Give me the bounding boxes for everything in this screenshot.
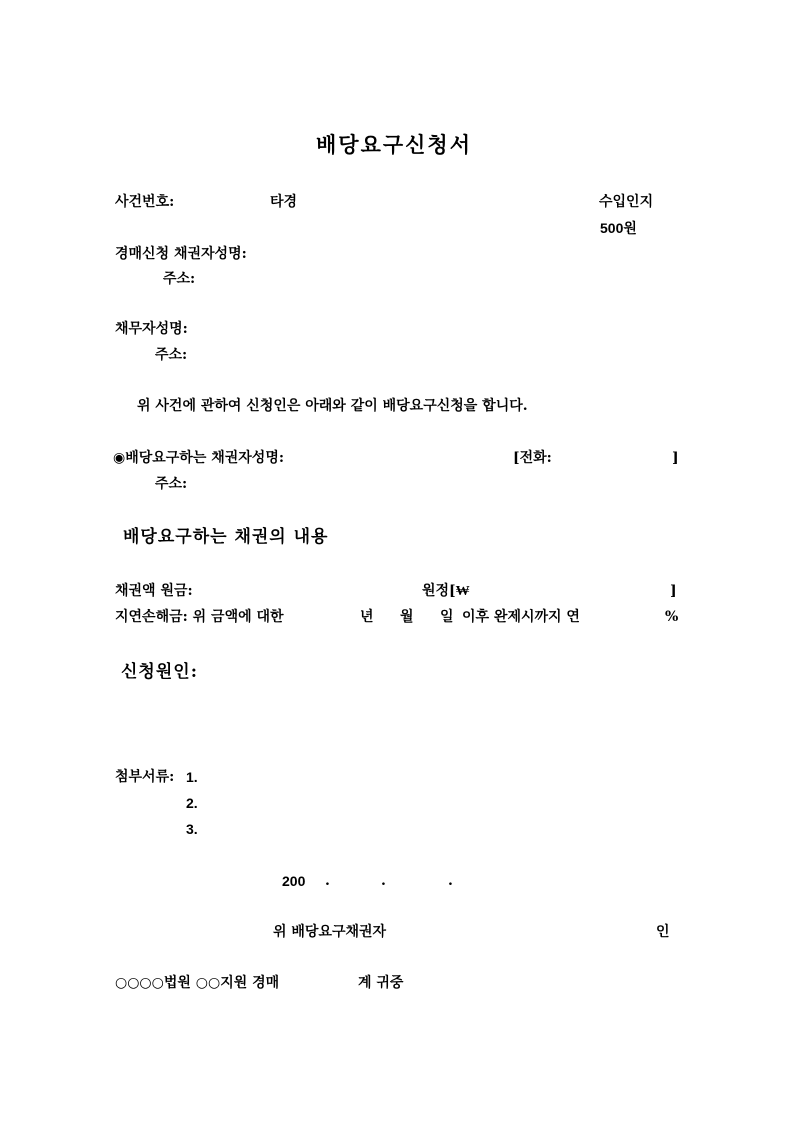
interest-day: 일 <box>440 609 454 625</box>
date-dot: . <box>325 873 330 889</box>
case-number-label: 사건번호: <box>115 194 175 210</box>
document-title: 배당요구신청서 <box>316 132 473 157</box>
date-dot: . <box>448 873 453 889</box>
phone-label: [전화: <box>513 450 552 466</box>
interest-until: 이후 완제시까지 연 <box>462 609 580 625</box>
applicant-address-label: 주소: <box>163 271 196 287</box>
claimant-name-label: ◉배당요구하는 채권자성명: <box>113 450 285 466</box>
interest-month: 월 <box>400 609 414 625</box>
attachment-item: 3. <box>186 821 198 837</box>
interest-year: 년 <box>360 609 374 625</box>
signer-label: 위 배당요구채권자 <box>273 924 387 940</box>
date-year: 200 <box>282 873 306 889</box>
interest-label: 지연손해금: 위 금액에 대한 <box>115 609 284 625</box>
date-dot: . <box>381 873 386 889</box>
interest-percent: % <box>665 609 679 625</box>
debtor-name-label: 채무자성명: <box>115 321 188 337</box>
court-suffix: 계 귀중 <box>358 975 404 991</box>
attachment-item: 2. <box>186 795 198 811</box>
court-name: ○○○○법원 ○○지원 경매 <box>115 975 280 991</box>
applicant-creditor-label: 경매신청 채권자성명: <box>115 246 247 262</box>
claimant-address-label: 주소: <box>155 476 188 492</box>
stamp-label: 수입인지 <box>599 194 654 210</box>
principal-unit: 원정[₩ <box>422 583 470 599</box>
request-statement: 위 사건에 관하여 신청인은 아래와 같이 배당요구신청을 합니다. <box>137 398 528 414</box>
attachments-label: 첨부서류: <box>115 769 175 785</box>
phone-close-bracket: ] <box>672 450 679 466</box>
case-type: 타경 <box>270 194 298 210</box>
attachment-item: 1. <box>186 769 198 785</box>
principal-label: 채권액 원금: <box>115 583 193 599</box>
claim-section-heading: 배당요구하는 채권의 내용 <box>123 527 329 547</box>
debtor-address-label: 주소: <box>155 347 188 363</box>
principal-close-bracket: ] <box>670 583 677 599</box>
stamp-amount: 500원 <box>600 220 637 236</box>
seal-mark: 인 <box>656 924 670 940</box>
cause-section-heading: 신청원인: <box>121 662 198 682</box>
